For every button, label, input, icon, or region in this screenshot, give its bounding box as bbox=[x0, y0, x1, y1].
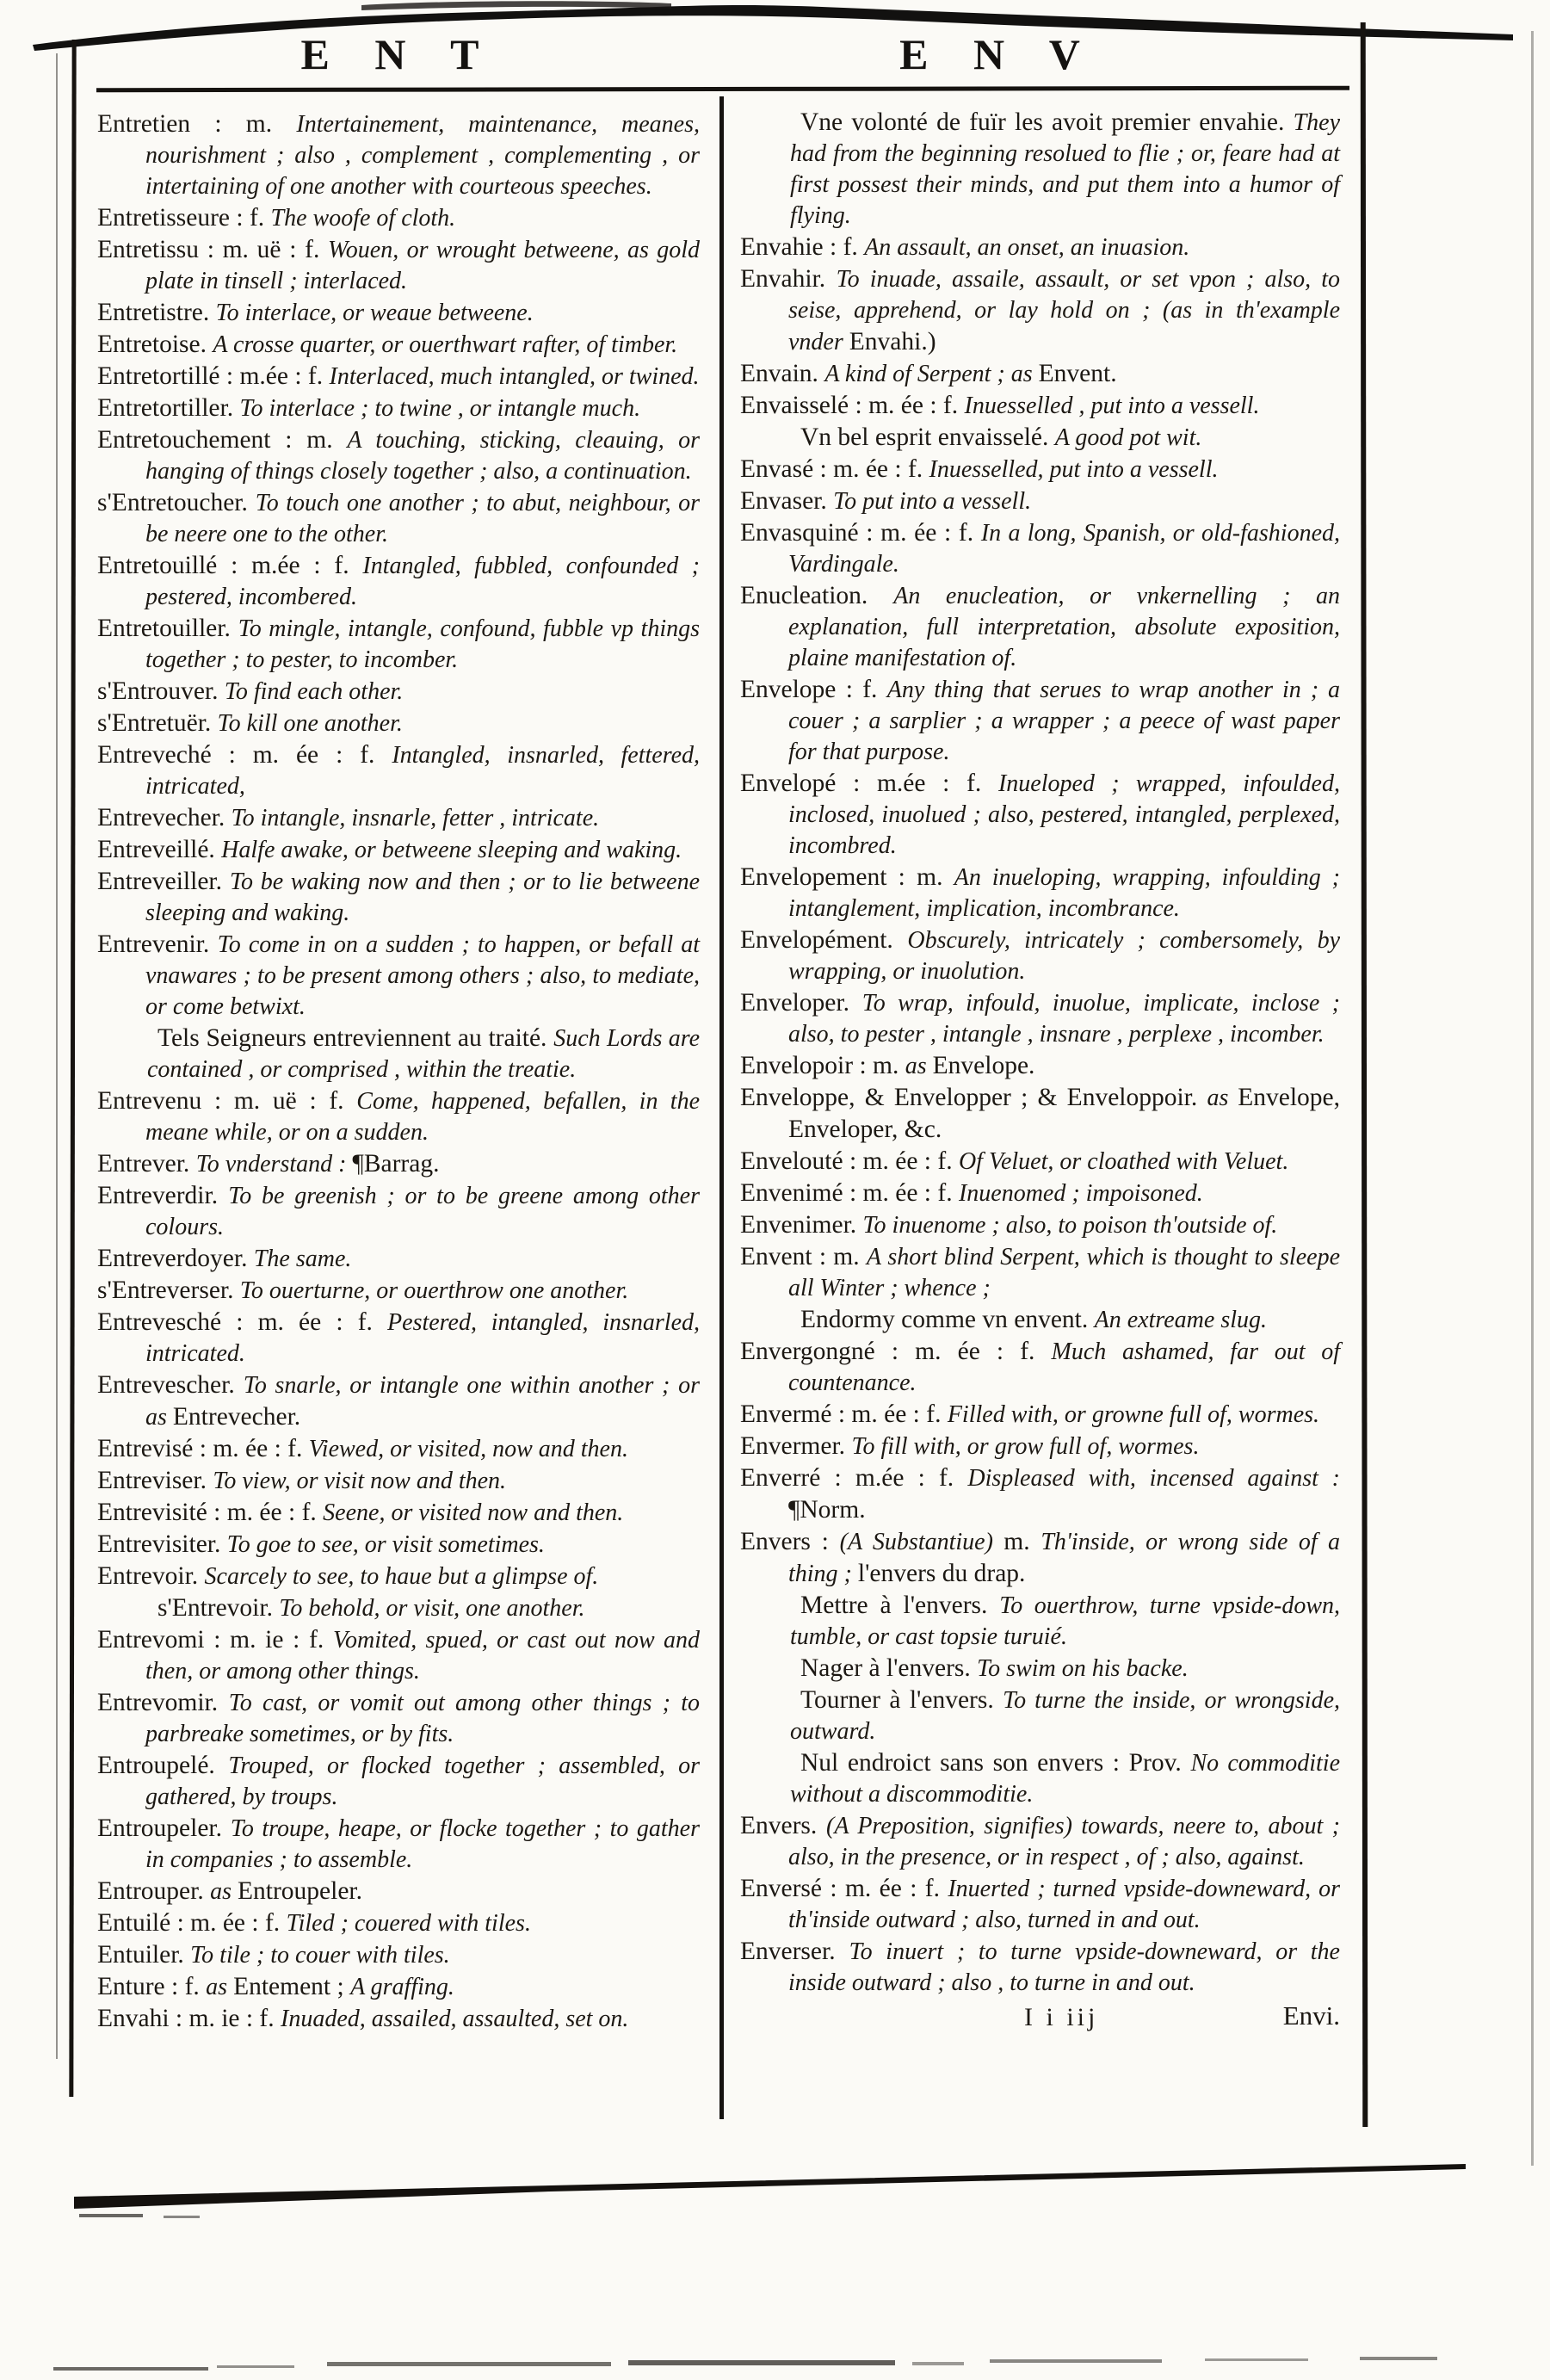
dictionary-entry bbox=[97, 361, 700, 393]
dictionary-entry bbox=[97, 834, 700, 866]
entry-headword: Entreviser. bbox=[97, 1467, 213, 1494]
dictionary-entry bbox=[97, 234, 700, 297]
entry-definition: To ouerthrow, turne vpside-down, tumble, or cast topsie turuié. bbox=[790, 1592, 1340, 1650]
entry-headword: Entretistre. bbox=[97, 299, 216, 326]
entry-definition: To interlace ; to twine , or intangle much. bbox=[239, 395, 641, 422]
entry-definition: Come, happened, befallen, in the meane while, or on a sudden. bbox=[145, 1088, 701, 1146]
dictionary-entry bbox=[740, 1178, 1340, 1209]
dictionary-entry bbox=[97, 866, 700, 929]
entry-definition: Inuerted ; turned vpside-downeward, or th'inside outward ; also, turned in and out. bbox=[788, 1876, 1340, 1933]
entry-definition: Inueloped ; wrapped, infoulded, inclosed, inuolued ; also, pestered, intangled, perplexed, incombred. bbox=[788, 770, 1340, 859]
dictionary-entry bbox=[97, 393, 700, 424]
dictionary-entry bbox=[97, 1275, 700, 1307]
entry-headword: Envelope : f. bbox=[740, 676, 887, 703]
dictionary-entry bbox=[740, 1810, 1340, 1873]
scan-noise bbox=[912, 2362, 964, 2365]
entry-definition: An extreame slug. bbox=[1094, 1307, 1267, 1333]
dictionary-entry bbox=[97, 1085, 700, 1148]
dictionary-subentry bbox=[740, 1590, 1340, 1653]
entry-headword: Envelouté : m. ée : f. bbox=[740, 1147, 959, 1175]
dictionary-subentry bbox=[740, 1304, 1340, 1336]
entry-definition: To inuert ; to turne vpside-downeward, or the inside outward ; also , to turne in and out. bbox=[788, 1938, 1340, 1996]
dictionary-entry bbox=[740, 1526, 1340, 1590]
dictionary-entry bbox=[740, 1050, 1340, 1082]
entry-headword: Entreverdir. bbox=[97, 1182, 229, 1209]
dictionary-entry bbox=[97, 929, 700, 1023]
dictionary-entry bbox=[97, 1243, 700, 1275]
dictionary-entry bbox=[740, 1399, 1340, 1431]
entry-headword: Entuiler. bbox=[97, 1941, 191, 1969]
scan-noise bbox=[217, 2365, 294, 2368]
entry-definition: Intangled, fubbled, confounded ; pestered, incombered. bbox=[145, 553, 700, 610]
dictionary-entry bbox=[740, 517, 1340, 580]
entry-headword: Vne volonté de fuïr les avoit premier envahie. bbox=[800, 108, 1294, 136]
entry-definition: In a long, Spanish, or old-fashioned, Vardingale. bbox=[788, 520, 1340, 578]
entry-headword: Envahi : m. ie : f. bbox=[97, 2005, 281, 2032]
dictionary-entry bbox=[740, 862, 1340, 924]
entry-headword: Envelopé : m.ée : f. bbox=[740, 770, 998, 797]
dictionary-entry bbox=[97, 1465, 700, 1497]
entry-headword: ¶Norm. bbox=[788, 1496, 866, 1524]
entry-definition: To vnderstand : bbox=[195, 1151, 353, 1178]
entry-definition: Much ashamed, far out of countenance. bbox=[788, 1338, 1340, 1396]
entry-headword: Envenimé : m. ée : f. bbox=[740, 1179, 959, 1207]
dictionary-entry bbox=[97, 1369, 700, 1433]
entry-headword: Entroupeler. bbox=[97, 1814, 231, 1842]
left-border-inner bbox=[56, 53, 58, 2059]
entry-definition: Vomited, spued, or cast out now and then, or among other things. bbox=[145, 1627, 700, 1685]
entry-definition: Viewed, or visited, now and then. bbox=[308, 1436, 628, 1462]
dictionary-entry bbox=[740, 1431, 1340, 1462]
dictionary-subentry bbox=[740, 107, 1340, 232]
entry-headword: Enveloper. bbox=[740, 989, 862, 1017]
entry-definition: An assault, an onset, an inuasion. bbox=[864, 234, 1190, 261]
entry-headword: Enucleation. bbox=[740, 582, 894, 609]
entry-definition: Tiled ; couered with tiles. bbox=[286, 1910, 531, 1937]
entry-definition: Inuesselled , put into a vessell. bbox=[964, 393, 1260, 419]
entry-definition: To turne the inside, or wrongside, outward. bbox=[790, 1687, 1341, 1745]
entry-headword: Envenimer. bbox=[740, 1211, 863, 1239]
entry-definition: (A Preposition, signifies) towards, neere to, about ; also, in the presence, or in respect , of ; also, against. bbox=[788, 1813, 1340, 1870]
entry-headword: Tourner à l'envers. bbox=[800, 1686, 1003, 1714]
dictionary-entry bbox=[97, 1750, 700, 1813]
page-footer bbox=[740, 2000, 1340, 2038]
header-rule bbox=[96, 86, 1349, 93]
dictionary-entry bbox=[97, 1148, 700, 1180]
entry-headword: Vn bel esprit envaisselé. bbox=[800, 423, 1055, 451]
scan-noise bbox=[990, 2359, 1162, 2363]
entry-headword: Entrevescher. bbox=[97, 1371, 244, 1399]
column-divider-rule bbox=[719, 96, 724, 2119]
column-right bbox=[740, 107, 1340, 2038]
entry-definition: A graffing. bbox=[350, 1974, 454, 2000]
entry-headword: Entrevecher. bbox=[172, 1403, 301, 1431]
entry-definition: To view, or visit now and then. bbox=[213, 1468, 507, 1494]
entry-headword: Entretien : m. bbox=[97, 110, 297, 138]
entry-definition: A short blind Serpent, which is thought to sleepe all Winter ; whence ; bbox=[788, 1244, 1340, 1301]
scan-noise bbox=[628, 2360, 895, 2365]
entry-definition: No commoditie without a discommoditie. bbox=[790, 1750, 1340, 1808]
entry-headword: Envers : bbox=[740, 1528, 840, 1555]
scan-noise bbox=[327, 2362, 611, 2366]
dictionary-entry bbox=[740, 1462, 1340, 1526]
dictionary-entry bbox=[740, 987, 1340, 1050]
entry-definition: Obscurely, intricately ; combersomely, by wrapping, or inuolution. bbox=[788, 927, 1341, 985]
entry-headword: Entrevomi : m. ie : f. bbox=[97, 1626, 333, 1654]
scan-noise bbox=[1360, 2357, 1437, 2360]
entry-definition: To interlace, or weaue betweene. bbox=[215, 300, 534, 326]
entry-headword: Envahi.) bbox=[849, 328, 936, 355]
entry-definition: Scarcely to see, to haue but a glimpse of. bbox=[204, 1563, 599, 1590]
entry-definition: (A Substantiue) bbox=[839, 1529, 1004, 1555]
dictionary-entry bbox=[740, 1936, 1340, 1999]
entry-definition: Wouen, or wrought betweene, as gold plate in tinsell ; interlaced. bbox=[145, 237, 700, 294]
dictionary-entry bbox=[740, 232, 1340, 263]
dictionary-entry bbox=[740, 580, 1340, 674]
dictionary-entry bbox=[740, 1209, 1340, 1241]
entry-headword: Entretissu : m. uë : f. bbox=[97, 236, 329, 263]
entry-headword: Enverré : m.ée : f. bbox=[740, 1464, 968, 1492]
entry-definition: To tile ; to couer with tiles. bbox=[190, 1942, 450, 1969]
dictionary-entry bbox=[97, 108, 700, 202]
entry-headword: Nager à l'envers. bbox=[800, 1654, 978, 1682]
entry-definition: To snarle, or intangle one within another ; or as bbox=[145, 1372, 700, 1431]
entry-headword: s'Entrouver. bbox=[97, 677, 225, 705]
entry-headword: Nul endroict sans son envers : Prov. bbox=[800, 1749, 1191, 1777]
dictionary-entry bbox=[97, 2003, 700, 2035]
entry-definition: The same. bbox=[253, 1246, 352, 1272]
entry-definition: To intangle, insnarle, fetter , intricate. bbox=[231, 805, 600, 831]
scan-noise bbox=[1205, 2358, 1308, 2361]
entry-definition: An inueloping, wrapping, infoulding ; intanglement, implication, incombrance. bbox=[788, 864, 1340, 922]
dictionary-entry bbox=[97, 1433, 700, 1465]
entry-headword: Envelopement : m. bbox=[740, 863, 954, 891]
page-bottom-edge-artifact bbox=[0, 2143, 1550, 2229]
entry-definition: To behold, or visit, one another. bbox=[279, 1595, 585, 1622]
entry-headword: Entretoise. bbox=[97, 331, 213, 358]
dictionary-entry bbox=[740, 1873, 1340, 1936]
dictionary-entry bbox=[97, 1561, 700, 1592]
entry-headword: Envers. bbox=[740, 1812, 827, 1839]
entry-headword: Envahie : f. bbox=[740, 233, 865, 261]
entry-headword: Entrevenir. bbox=[97, 930, 218, 958]
entry-definition: To goe to see, or visit sometimes. bbox=[226, 1531, 545, 1558]
entry-definition: Th'inside, or wrong side of a thing ; bbox=[788, 1529, 1340, 1587]
dictionary-entry bbox=[740, 390, 1340, 422]
entry-definition: The woofe of cloth. bbox=[270, 205, 456, 232]
dictionary-entry bbox=[740, 674, 1340, 768]
entry-headword: Entrevecher. bbox=[97, 804, 232, 831]
entry-headword: Endormy comme vn envent. bbox=[800, 1306, 1095, 1333]
entry-headword: Entroupelé. bbox=[97, 1752, 229, 1779]
dictionary-subentry bbox=[740, 1653, 1340, 1685]
dictionary-entry bbox=[740, 263, 1340, 358]
entry-definition: Such Lords are contained , or comprised , within the treatie. bbox=[147, 1025, 700, 1083]
entry-headword: m. bbox=[1003, 1528, 1041, 1555]
entry-headword: Entroupeler. bbox=[238, 1877, 362, 1905]
entry-definition: To touch one another ; to abut, neighbour, or be neere one to the other. bbox=[145, 490, 700, 547]
entry-headword: Entrever. bbox=[97, 1150, 196, 1178]
entry-definition: as bbox=[1207, 1085, 1238, 1111]
entry-definition: To cast, or vomit out among other things ; to parbreake sometimes, or by fits. bbox=[145, 1690, 700, 1747]
entry-definition: Inuaded, assailed, assaulted, set on. bbox=[281, 2006, 629, 2032]
entry-headword: Envain. bbox=[740, 360, 825, 387]
entry-headword: Enverser. bbox=[740, 1938, 849, 1965]
entry-headword: Entuilé : m. ée : f. bbox=[97, 1909, 287, 1937]
entry-headword: s'Entretuër. bbox=[97, 709, 218, 737]
entry-headword: s'Entreverser. bbox=[97, 1277, 240, 1304]
entry-definition: as bbox=[905, 1053, 933, 1079]
entry-definition: To be waking now and then ; or to lie betweene sleeping and waking. bbox=[145, 869, 700, 926]
dictionary-entry bbox=[740, 924, 1340, 987]
entry-headword: Envent : m. bbox=[740, 1243, 867, 1270]
entry-headword: Entreveché : m. ée : f. bbox=[97, 741, 392, 769]
entry-definition: Seene, or visited now and then. bbox=[323, 1499, 624, 1526]
entry-headword: Envaser. bbox=[740, 487, 834, 515]
scan-noise bbox=[53, 2367, 208, 2371]
dictionary-entry bbox=[97, 1624, 700, 1687]
entry-definition: Pestered, intangled, insnarled, intricated. bbox=[145, 1309, 701, 1367]
right-page-edge-artifact bbox=[1531, 31, 1534, 2166]
entry-definition: A good pot wit. bbox=[1054, 424, 1202, 451]
entry-headword: Entretisseure : f. bbox=[97, 204, 271, 232]
dictionary-entry bbox=[97, 708, 700, 739]
entry-headword: Entretouillé : m.ée : f. bbox=[97, 552, 363, 579]
dictionary-subentry bbox=[740, 1747, 1340, 1810]
entry-headword: ¶Barrag. bbox=[352, 1150, 440, 1178]
entry-definition: To come in on a sudden ; to happen, or befall at vnawares ; to be present among others ; also, to mediate, or come betwixt. bbox=[145, 931, 701, 1020]
entry-headword: s'Entretoucher. bbox=[97, 489, 256, 516]
entry-definition: To ouerturne, or ouerthrow one another. bbox=[239, 1277, 629, 1304]
entry-headword: Entreverdoyer. bbox=[97, 1245, 254, 1272]
entry-definition: To kill one another. bbox=[217, 710, 403, 737]
entry-definition: They had from the beginning resolued to flie ; or, feare had at first possest their minds, and put them into a humor of flying. bbox=[790, 109, 1340, 229]
entry-headword: Envergongné : m. ée : f. bbox=[740, 1338, 1052, 1365]
entry-headword: l'envers du drap. bbox=[857, 1560, 1026, 1587]
entry-headword: Envasé : m. ée : f. bbox=[740, 455, 929, 483]
entry-headword: Tels Seigneurs entreviennent au traité. bbox=[157, 1024, 554, 1052]
entry-definition: Of Veluet, or cloathed with Veluet. bbox=[958, 1148, 1289, 1175]
dictionary-entry bbox=[97, 550, 700, 613]
dictionary-entry bbox=[97, 1907, 700, 1939]
dictionary-entry bbox=[740, 1146, 1340, 1178]
dictionary-entry bbox=[97, 1813, 700, 1876]
entry-headword: Entement ; bbox=[233, 1973, 351, 2000]
entry-headword: Entretouiller. bbox=[97, 615, 238, 642]
column-left bbox=[97, 108, 700, 2035]
entry-headword: Entreveillé. bbox=[97, 836, 222, 863]
left-border-outer bbox=[69, 40, 76, 2097]
entry-headword: Entretortillé : m.ée : f. bbox=[97, 362, 330, 390]
dictionary-entry bbox=[97, 1497, 700, 1529]
entry-definition: Intangled, insnarled, fettered, intricated, bbox=[145, 742, 700, 800]
entry-definition: A kind of Serpent ; as bbox=[824, 361, 1039, 387]
dictionary-entry bbox=[97, 1529, 700, 1561]
dictionary-entry bbox=[97, 1939, 700, 1971]
entry-definition: To inuade, assaile, assault, or set vpon ; also, to seise, apprehend, or lay hold on ; (as in th'example vnder bbox=[788, 266, 1340, 355]
entry-definition: To wrap, infould, inuolue, implicate, inclose ; also, to pester , intangle , insnare , perplexe , incomber. bbox=[788, 990, 1340, 1048]
entry-headword: Entrevisiter. bbox=[97, 1530, 227, 1558]
entry-definition: Interlaced, much intangled, or twined. bbox=[329, 363, 700, 390]
dictionary-entry bbox=[97, 424, 700, 487]
right-border bbox=[1361, 22, 1368, 2127]
dictionary-entry bbox=[97, 297, 700, 329]
dictionary-entry bbox=[97, 1876, 700, 1907]
entry-definition: An enucleation, or vnkernelling ; an explanation, full interpretation, absolute exposition, plaine manifestation of. bbox=[788, 583, 1340, 671]
entry-definition: To fill with, or grow full of, wormes. bbox=[851, 1433, 1200, 1460]
entry-definition: Filled with, or growne full of, wormes. bbox=[947, 1401, 1320, 1428]
entry-definition: To be greenish ; or to be greene among other colours. bbox=[145, 1183, 700, 1240]
dictionary-entry bbox=[740, 454, 1340, 485]
entry-headword: Entrevomir. bbox=[97, 1689, 229, 1716]
dictionary-entry bbox=[740, 358, 1340, 390]
running-head-left: E N T bbox=[300, 30, 497, 78]
dictionary-entry bbox=[97, 676, 700, 708]
entry-headword: Entretortiller. bbox=[97, 394, 240, 422]
entry-headword: Envelope, Enveloper, &c. bbox=[788, 1084, 1340, 1143]
dictionary-entry bbox=[97, 802, 700, 834]
entry-definition: Displeased with, incensed against : bbox=[967, 1465, 1341, 1492]
entry-headword: Enture : f. bbox=[97, 1973, 207, 2000]
entry-headword: Entreveiller. bbox=[97, 868, 231, 895]
entry-headword: s'Entrevoir. bbox=[157, 1594, 280, 1622]
dictionary-entry bbox=[740, 768, 1340, 862]
dictionary-entry bbox=[740, 1082, 1340, 1146]
dictionary-entry bbox=[97, 487, 700, 550]
entry-definition: To troupe, heape, or flocke together ; to gather in companies ; to assemble. bbox=[145, 1815, 700, 1873]
entry-headword: Envermer. bbox=[740, 1432, 852, 1460]
entry-definition: Intertainement, maintenance, meanes, nourishment ; also , complement , complementing , or intertaining of one another with courteous speeches. bbox=[145, 111, 700, 200]
entry-definition: Inuesselled, put into a vessell. bbox=[929, 456, 1219, 483]
entry-headword: Envahir. bbox=[740, 265, 837, 293]
dictionary-entry bbox=[97, 1180, 700, 1243]
entry-headword: Entrevisé : m. ée : f. bbox=[97, 1435, 309, 1462]
entry-definition: A crosse quarter, or ouerthwart rafter, of timber. bbox=[213, 331, 678, 358]
entry-definition: Halfe awake, or betweene sleeping and waking. bbox=[221, 837, 682, 863]
dictionary-entry bbox=[97, 329, 700, 361]
entry-definition: Trouped, or flocked together ; assembled, or gathered, by troups. bbox=[145, 1753, 700, 1810]
entry-definition: To mingle, intangle, confound, fubble vp things together ; to pester, to incomber. bbox=[145, 615, 700, 673]
dictionary-entry bbox=[97, 739, 700, 802]
entry-headword: Enversé : m. ée : f. bbox=[740, 1875, 948, 1902]
entry-definition: To find each other. bbox=[224, 678, 404, 705]
entry-headword: Mettre à l'envers. bbox=[800, 1592, 1000, 1619]
dictionary-entry bbox=[740, 485, 1340, 517]
dictionary-subentry bbox=[97, 1592, 700, 1624]
entry-headword: Entrevesché : m. ée : f. bbox=[97, 1308, 388, 1336]
dictionary-subentry bbox=[740, 1685, 1340, 1747]
catchword: Envi. bbox=[1282, 2000, 1340, 2031]
dictionary-subentry bbox=[97, 1023, 700, 1085]
dictionary-entry bbox=[740, 1241, 1340, 1304]
entry-definition: To swim on his backe. bbox=[977, 1655, 1189, 1682]
entry-headword: Envelopoir : m. bbox=[740, 1052, 905, 1079]
entry-headword: Entrevenu : m. uë : f. bbox=[97, 1087, 357, 1115]
entry-headword: Entrouper. bbox=[97, 1877, 211, 1905]
dictionary-entry bbox=[97, 1307, 700, 1369]
dictionary-entry bbox=[97, 1971, 700, 2003]
entry-definition: Any thing that serues to wrap another in ; a couer ; a sarplier ; a wrapper ; a peece of wast paper for that purpose. bbox=[788, 677, 1340, 765]
dictionary-subentry bbox=[740, 422, 1340, 454]
entry-definition: as bbox=[210, 1878, 238, 1905]
entry-headword: Entrevoir. bbox=[97, 1562, 205, 1590]
entry-headword: Envasquiné : m. ée : f. bbox=[740, 519, 981, 547]
dictionary-entry bbox=[740, 1336, 1340, 1399]
dictionary-entry bbox=[97, 202, 700, 234]
running-head-right: E N V bbox=[899, 30, 1097, 78]
entry-headword: Envent. bbox=[1038, 360, 1117, 387]
dictionary-entry bbox=[97, 613, 700, 676]
entry-headword: Envelope. bbox=[932, 1052, 1035, 1079]
entry-headword: Entretouchement : m. bbox=[97, 426, 348, 454]
entry-definition: To put into a vessell. bbox=[833, 488, 1032, 515]
entry-definition: as bbox=[206, 1974, 234, 2000]
dictionary-entry bbox=[97, 1687, 700, 1750]
entry-headword: Envaisselé : m. ée : f. bbox=[740, 392, 965, 419]
entry-definition: To inuenome ; also, to poison th'outside of. bbox=[862, 1212, 1278, 1239]
entry-definition: Inuenomed ; impoisoned. bbox=[958, 1180, 1203, 1207]
entry-definition: A touching, sticking, cleauing, or hanging of things closely together ; also, a continuation. bbox=[145, 427, 700, 485]
entry-headword: Entrevisité : m. ée : f. bbox=[97, 1499, 324, 1526]
entry-headword: Envermé : m. ée : f. bbox=[740, 1400, 948, 1428]
signature-mark: I i iij bbox=[1024, 2003, 1099, 2031]
entry-headword: Enveloppe, & Envelopper ; & Enveloppoir. bbox=[740, 1084, 1207, 1111]
entry-headword: Envelopément. bbox=[740, 926, 908, 954]
